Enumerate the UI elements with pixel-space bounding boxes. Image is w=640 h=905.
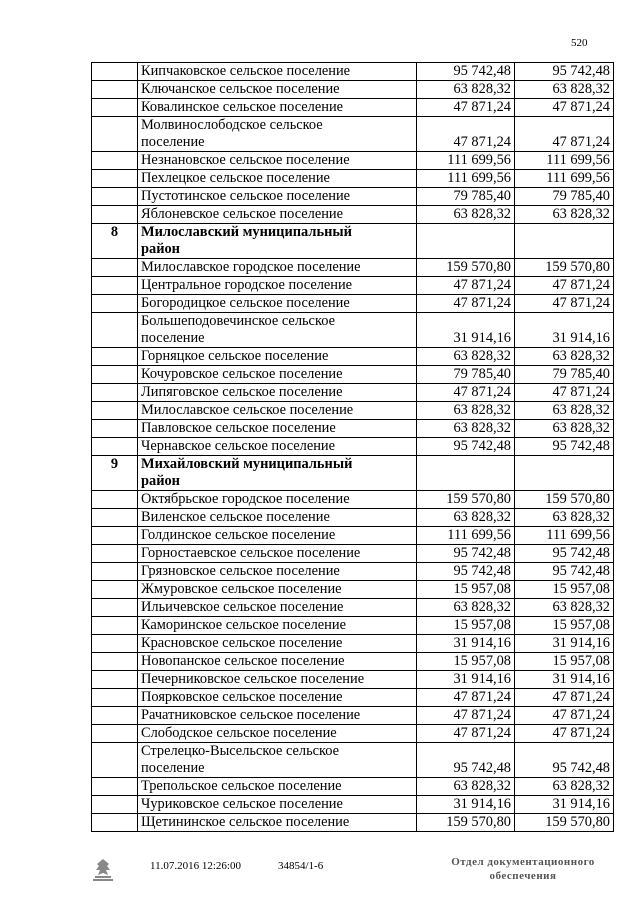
- settlement-name-cell: [138, 796, 417, 814]
- table-row: [92, 152, 614, 170]
- table-row: [92, 491, 614, 509]
- name-line: Михайловский муниципальный: [141, 456, 353, 472]
- row-number-cell: [92, 778, 138, 796]
- amount-cell-1: 47 871,24: [417, 277, 515, 295]
- name-line: поселение: [141, 134, 205, 150]
- table-row: [92, 348, 614, 366]
- amount-cell-1: 63 828,32: [417, 599, 515, 617]
- table-row: [92, 170, 614, 188]
- settlement-name-cell: [138, 366, 417, 384]
- table-row: [92, 689, 614, 707]
- settlement-name-cell: [138, 438, 417, 456]
- name-line: Яблоневское сельское поселение: [141, 206, 344, 222]
- table-row: [92, 259, 614, 277]
- table-row: [92, 796, 614, 814]
- row-number-cell: [92, 295, 138, 313]
- amount-cell-1: 63 828,32: [417, 778, 515, 796]
- name-line: Кочуровское сельское поселение: [141, 366, 343, 382]
- amount-cell-1: 47 871,24: [417, 384, 515, 402]
- amount-cell-1: 63 828,32: [417, 402, 515, 420]
- table-row: [92, 707, 614, 725]
- amount-cell-2: 95 742,48: [515, 63, 614, 81]
- amount-cell-1: 63 828,32: [417, 81, 515, 99]
- name-line: Поярковское сельское поселение: [141, 689, 343, 705]
- settlement-name-cell: [138, 635, 417, 653]
- amount-cell-2: 31 914,16: [515, 796, 614, 814]
- amount-cell-1: 47 871,24: [417, 707, 515, 725]
- footer-document-number: 34854/1-6: [278, 860, 324, 872]
- amount-cell-2: 63 828,32: [515, 420, 614, 438]
- amount-cell-2: 47 871,24: [515, 707, 614, 725]
- row-number-cell: [92, 348, 138, 366]
- row-number-cell: [92, 725, 138, 743]
- district-row: [92, 224, 614, 259]
- settlement-name-cell: [138, 63, 417, 81]
- row-number-cell: [92, 689, 138, 707]
- department-stamp: [448, 855, 598, 883]
- allocation-table: [91, 62, 614, 832]
- table-body: [92, 63, 614, 832]
- amount-cell-2: 95 742,48: [515, 545, 614, 563]
- settlement-name-cell: [138, 277, 417, 295]
- row-number-cell: [92, 366, 138, 384]
- name-line: поселение: [141, 760, 205, 776]
- settlement-name-cell: [138, 671, 417, 689]
- name-line: Милославское сельское поселение: [141, 402, 354, 418]
- settlement-name-cell: [138, 420, 417, 438]
- name-line: Красновское сельское поселение: [141, 635, 343, 651]
- row-number-cell: [92, 491, 138, 509]
- name-line: Трепольское сельское поселение: [141, 778, 342, 794]
- row-number-cell: [92, 653, 138, 671]
- settlement-name-cell: [138, 152, 417, 170]
- amount-cell-2: [515, 224, 614, 259]
- row-number-cell: [92, 384, 138, 402]
- row-number-cell: [92, 814, 138, 832]
- table-row: [92, 725, 614, 743]
- amount-cell-1: 95 742,48: [417, 545, 515, 563]
- table-row: [92, 599, 614, 617]
- district-row: [92, 456, 614, 491]
- amount-cell-1: 79 785,40: [417, 188, 515, 206]
- amount-cell-1: 111 699,56: [417, 152, 515, 170]
- name-line: Каморинское сельское поселение: [141, 617, 346, 633]
- amount-cell-2: 95 742,48: [515, 438, 614, 456]
- amount-cell-1: 47 871,24: [417, 117, 515, 152]
- name-line: Молвинослободское сельское: [141, 117, 323, 133]
- row-number-cell: [92, 563, 138, 581]
- name-line: район: [141, 473, 180, 489]
- name-line: район: [141, 241, 180, 257]
- settlement-name-cell: [138, 206, 417, 224]
- name-line: Пустотинское сельское поселение: [141, 188, 351, 204]
- amount-cell-2: 79 785,40: [515, 366, 614, 384]
- name-line: Октябрьское городское поселение: [141, 491, 350, 507]
- stamp-line-1: Отдел документационного: [451, 856, 595, 868]
- settlement-name-cell: [138, 778, 417, 796]
- amount-cell-2: 159 570,80: [515, 259, 614, 277]
- amount-cell-2: 159 570,80: [515, 814, 614, 832]
- settlement-name-cell: [138, 743, 417, 778]
- amount-cell-2: 15 957,08: [515, 581, 614, 599]
- name-line: Рачатниковское сельское поселение: [141, 707, 361, 723]
- settlement-name-cell: [138, 170, 417, 188]
- settlement-name-cell: [138, 348, 417, 366]
- row-number-cell: [92, 277, 138, 295]
- amount-cell-1: 31 914,16: [417, 796, 515, 814]
- row-number-cell: [92, 99, 138, 117]
- amount-cell-1: 15 957,08: [417, 653, 515, 671]
- settlement-name-cell: [138, 563, 417, 581]
- amount-cell-1: 95 742,48: [417, 743, 515, 778]
- amount-cell-1: 15 957,08: [417, 617, 515, 635]
- settlement-name-cell: [138, 725, 417, 743]
- table-row: [92, 545, 614, 563]
- table-row: [92, 617, 614, 635]
- amount-cell-1: 31 914,16: [417, 671, 515, 689]
- table-row: [92, 420, 614, 438]
- name-line: Горняцкое сельское поселение: [141, 348, 329, 364]
- row-number-cell: [92, 617, 138, 635]
- row-number-cell: [92, 743, 138, 778]
- amount-cell-1: [417, 224, 515, 259]
- amount-cell-1: 15 957,08: [417, 581, 515, 599]
- name-line: Новопанское сельское поселение: [141, 653, 345, 669]
- amount-cell-1: 79 785,40: [417, 366, 515, 384]
- name-line: Незнановское сельское поселение: [141, 152, 350, 168]
- name-line: Голдинское сельское поселение: [141, 527, 336, 543]
- settlement-name-cell: [138, 814, 417, 832]
- table-row: [92, 653, 614, 671]
- row-number-cell: [92, 206, 138, 224]
- page-number: 520: [571, 37, 588, 49]
- row-number-cell: [92, 152, 138, 170]
- settlement-name-cell: [138, 402, 417, 420]
- table-row: [92, 188, 614, 206]
- amount-cell-1: 47 871,24: [417, 295, 515, 313]
- row-number-cell: [92, 527, 138, 545]
- settlement-name-cell: [138, 117, 417, 152]
- name-line: Центральное городское поселение: [141, 277, 353, 293]
- settlement-name-cell: [138, 545, 417, 563]
- amount-cell-2: 159 570,80: [515, 491, 614, 509]
- district-name-cell: [138, 456, 417, 491]
- amount-cell-2: 63 828,32: [515, 599, 614, 617]
- amount-cell-2: 15 957,08: [515, 617, 614, 635]
- row-number-cell: 8: [92, 224, 138, 259]
- table-row: [92, 438, 614, 456]
- amount-cell-1: 63 828,32: [417, 420, 515, 438]
- name-line: Чернавское сельское поселение: [141, 438, 335, 454]
- amount-cell-1: 63 828,32: [417, 348, 515, 366]
- name-line: Чуриковское сельское поселение: [141, 796, 343, 812]
- name-line: Ключанское сельское поселение: [141, 81, 340, 97]
- name-line: Ковалинское сельское поселение: [141, 99, 344, 115]
- amount-cell-1: 31 914,16: [417, 635, 515, 653]
- settlement-name-cell: [138, 81, 417, 99]
- amount-cell-2: 47 871,24: [515, 725, 614, 743]
- table-row: [92, 527, 614, 545]
- district-name-cell: [138, 224, 417, 259]
- name-line: Липяговское сельское поселение: [141, 384, 343, 400]
- amount-cell-2: 111 699,56: [515, 152, 614, 170]
- name-line: Виленское сельское поселение: [141, 509, 330, 525]
- settlement-name-cell: [138, 491, 417, 509]
- row-number-cell: [92, 581, 138, 599]
- table-row: [92, 743, 614, 778]
- name-line: поселение: [141, 330, 205, 346]
- settlement-name-cell: [138, 384, 417, 402]
- stamp-line-2: обеспечения: [489, 870, 557, 882]
- amount-cell-2: 79 785,40: [515, 188, 614, 206]
- table-row: [92, 295, 614, 313]
- name-line: Кипчаковское сельское поселение: [141, 63, 351, 79]
- amount-cell-1: 159 570,80: [417, 259, 515, 277]
- row-number-cell: [92, 635, 138, 653]
- table-row: [92, 117, 614, 152]
- row-number-cell: 9: [92, 456, 138, 491]
- settlement-name-cell: [138, 295, 417, 313]
- table-row: [92, 402, 614, 420]
- row-number-cell: [92, 599, 138, 617]
- amount-cell-2: 95 742,48: [515, 743, 614, 778]
- name-line: Милославское городское поселение: [141, 259, 361, 275]
- settlement-name-cell: [138, 188, 417, 206]
- row-number-cell: [92, 509, 138, 527]
- name-line: Жмуровское сельское поселение: [141, 581, 342, 597]
- name-line: Пехлецкое сельское поселение: [141, 170, 330, 186]
- name-line: Печерниковское сельское поселение: [141, 671, 365, 687]
- amount-cell-1: 111 699,56: [417, 170, 515, 188]
- table-row: [92, 509, 614, 527]
- row-number-cell: [92, 259, 138, 277]
- table-row: [92, 778, 614, 796]
- amount-cell-1: [417, 456, 515, 491]
- settlement-name-cell: [138, 599, 417, 617]
- row-number-cell: [92, 313, 138, 348]
- table-row: [92, 563, 614, 581]
- amount-cell-2: 111 699,56: [515, 527, 614, 545]
- amount-cell-2: 63 828,32: [515, 81, 614, 99]
- amount-cell-1: 47 871,24: [417, 99, 515, 117]
- settlement-name-cell: [138, 689, 417, 707]
- amount-cell-1: 63 828,32: [417, 509, 515, 527]
- amount-cell-2: 63 828,32: [515, 206, 614, 224]
- table-row: [92, 313, 614, 348]
- settlement-name-cell: [138, 617, 417, 635]
- amount-cell-2: 47 871,24: [515, 689, 614, 707]
- name-line: Богородицкое сельское поселение: [141, 295, 350, 311]
- table-row: [92, 384, 614, 402]
- settlement-name-cell: [138, 259, 417, 277]
- amount-cell-2: 63 828,32: [515, 509, 614, 527]
- amount-cell-2: 31 914,16: [515, 313, 614, 348]
- footer-datetime: 11.07.2016 12:26:00: [150, 860, 241, 872]
- amount-cell-1: 63 828,32: [417, 206, 515, 224]
- row-number-cell: [92, 188, 138, 206]
- amount-cell-1: 47 871,24: [417, 725, 515, 743]
- amount-cell-2: 47 871,24: [515, 99, 614, 117]
- row-number-cell: [92, 63, 138, 81]
- amount-cell-2: 31 914,16: [515, 671, 614, 689]
- table-row: [92, 206, 614, 224]
- table-row: [92, 366, 614, 384]
- amount-cell-2: 47 871,24: [515, 117, 614, 152]
- settlement-name-cell: [138, 653, 417, 671]
- settlement-name-cell: [138, 527, 417, 545]
- amount-cell-1: 47 871,24: [417, 689, 515, 707]
- name-line: Грязновское сельское поселение: [141, 563, 340, 579]
- amount-cell-2: 47 871,24: [515, 277, 614, 295]
- table-row: [92, 814, 614, 832]
- name-line: Милославский муниципальный: [141, 224, 352, 240]
- table-row: [92, 635, 614, 653]
- amount-cell-2: 95 742,48: [515, 563, 614, 581]
- settlement-name-cell: [138, 313, 417, 348]
- name-line: Стрелецко-Высельское сельское: [141, 743, 340, 759]
- table-row: [92, 81, 614, 99]
- amount-cell-2: 15 957,08: [515, 653, 614, 671]
- table-row: [92, 581, 614, 599]
- row-number-cell: [92, 796, 138, 814]
- amount-cell-2: 47 871,24: [515, 384, 614, 402]
- row-number-cell: [92, 117, 138, 152]
- name-line: Ильичевское сельское поселение: [141, 599, 344, 615]
- row-number-cell: [92, 671, 138, 689]
- settlement-name-cell: [138, 581, 417, 599]
- settlement-name-cell: [138, 99, 417, 117]
- amount-cell-1: 31 914,16: [417, 313, 515, 348]
- amount-cell-2: 63 828,32: [515, 402, 614, 420]
- amount-cell-1: 159 570,80: [417, 491, 515, 509]
- row-number-cell: [92, 81, 138, 99]
- amount-cell-2: 31 914,16: [515, 635, 614, 653]
- row-number-cell: [92, 170, 138, 188]
- settlement-name-cell: [138, 509, 417, 527]
- amount-cell-2: 111 699,56: [515, 170, 614, 188]
- amount-cell-1: 95 742,48: [417, 63, 515, 81]
- row-number-cell: [92, 707, 138, 725]
- amount-cell-2: 47 871,24: [515, 295, 614, 313]
- amount-cell-2: [515, 456, 614, 491]
- name-line: Щетининское сельское поселение: [141, 814, 350, 830]
- table-row: [92, 99, 614, 117]
- table-row: [92, 671, 614, 689]
- name-line: Большеподовечинское сельское: [141, 313, 335, 329]
- coat-of-arms-icon: [90, 857, 116, 883]
- name-line: Горностаевское сельское поселение: [141, 545, 361, 561]
- amount-cell-2: 63 828,32: [515, 778, 614, 796]
- row-number-cell: [92, 402, 138, 420]
- row-number-cell: [92, 420, 138, 438]
- table-row: [92, 63, 614, 81]
- amount-cell-1: 111 699,56: [417, 527, 515, 545]
- amount-cell-1: 95 742,48: [417, 563, 515, 581]
- amount-cell-2: 63 828,32: [515, 348, 614, 366]
- amount-cell-1: 159 570,80: [417, 814, 515, 832]
- row-number-cell: [92, 438, 138, 456]
- table-row: [92, 277, 614, 295]
- name-line: Павловское сельское поселение: [141, 420, 336, 436]
- settlement-name-cell: [138, 707, 417, 725]
- amount-cell-1: 95 742,48: [417, 438, 515, 456]
- row-number-cell: [92, 545, 138, 563]
- name-line: Слободское сельское поселение: [141, 725, 337, 741]
